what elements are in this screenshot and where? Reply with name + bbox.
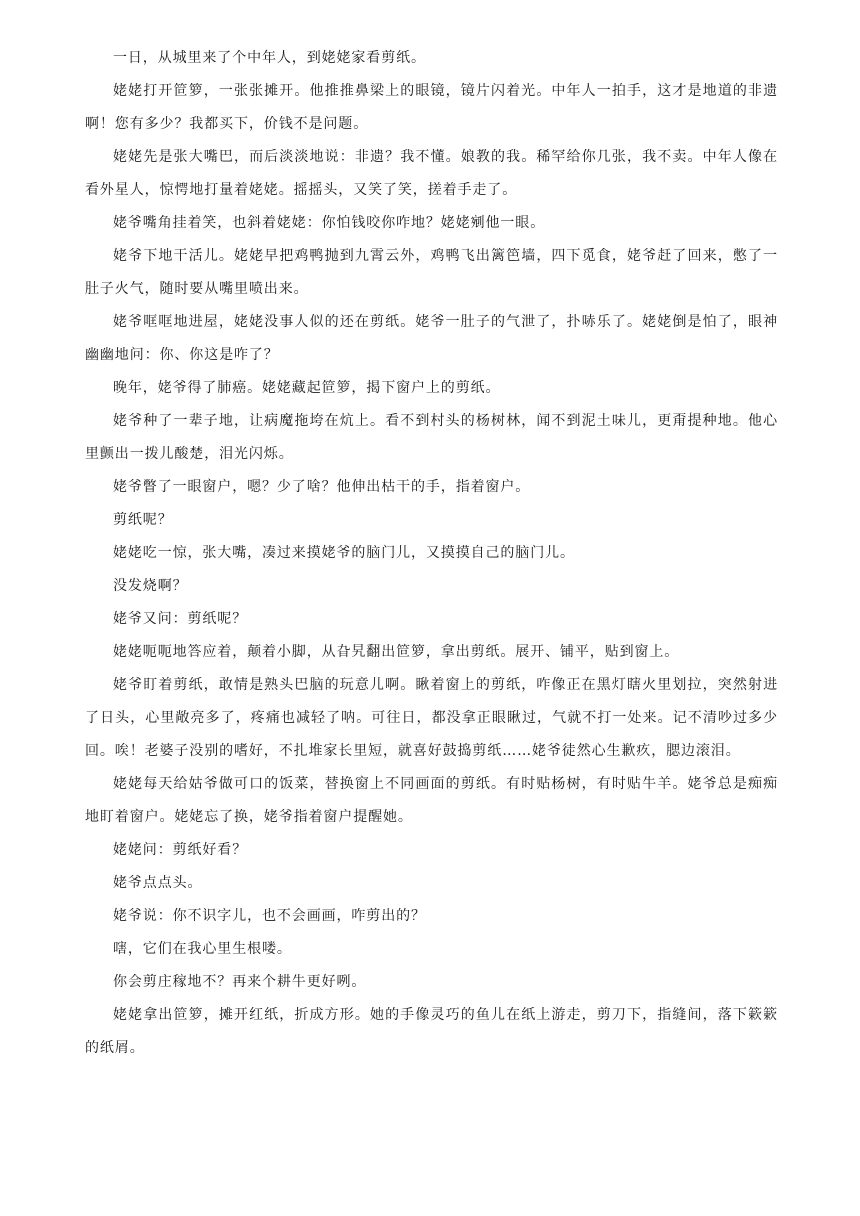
paragraph: 没发烧啊？	[113, 578, 188, 594]
paragraph: 姥姥打开笸箩，一张张摊开。他推推鼻梁上的眼镜，镜片闪着光。中年人一拍手，这才是地道的非遗啊！您有多少？我都买下，价钱不是问题。	[85, 83, 778, 132]
paragraph: 姥姥拿出笸箩，摊开红纸，折成方形。她的手像灵巧的鱼儿在纸上游走，剪刀下，指缝间，落下簌簌的纸屑。	[85, 1007, 778, 1056]
paragraph: 姥爷下地干活儿。姥姥早把鸡鸭抛到九霄云外，鸡鸭飞出篱笆墙，四下觅食，姥爷赶了回来，憋了一肚子火气，随时要从嘴里喷出来。	[85, 248, 778, 297]
paragraph: 嗐，它们在我心里生根喽。	[113, 941, 292, 957]
paragraph: 姥爷种了一辈子地，让病魔拖垮在炕上。看不到村头的杨树林，闻不到泥土味儿，更甭提种地。他心里颤出一拨儿酸楚，泪光闪烁。	[85, 413, 778, 462]
paragraph: 姥姥吃一惊，张大嘴，凑过来摸姥爷的脑门儿，又摸摸自己的脑门儿。	[113, 545, 575, 561]
paragraph: 姥姥每天给姑爷做可口的饭菜，替换窗上不同画面的剪纸。有时贴杨树，有时贴牛羊。姥爷总是痴痴地盯着窗户。姥姥忘了换，姥爷指着窗户提醒她。	[85, 776, 778, 825]
paragraph: 剪纸呢？	[113, 512, 173, 528]
paragraph: 姥爷又问：剪纸呢？	[113, 611, 248, 627]
document-body	[85, 42, 778, 1065]
paragraph: 姥姥呃呃地答应着，颠着小脚，从旮旯翻出笸箩，拿出剪纸。展开、铺平，贴到窗上。	[113, 644, 680, 660]
paragraph: 姥爷点点头。	[113, 875, 203, 891]
paragraph: 姥姥先是张大嘴巴，而后淡淡地说：非遗？我不懂。娘教的我。稀罕给你几张，我不卖。中年人像在看外星人，惊愕地打量着姥姥。摇摇头，又笑了笑，搓着手走了。	[85, 149, 778, 198]
paragraph: 姥爷说：你不识字儿，也不会画画，咋剪出的？	[113, 908, 426, 924]
paragraph: 晚年，姥爷得了肺癌。姥姥藏起笸箩，揭下窗户上的剪纸。	[113, 380, 501, 396]
paragraph: 姥爷哐哐地进屋，姥姥没事人似的还在剪纸。姥爷一肚子的气泄了，扑哧乐了。姥姥倒是怕了，眼神幽幽地问：你、你这是咋了？	[85, 314, 778, 363]
paragraph: 姥爷瞥了一眼窗户，嗯？少了啥？他伸出枯干的手，指着窗户。	[113, 479, 531, 495]
paragraph: 一日，从城里来了个中年人，到姥姥家看剪纸。	[113, 50, 426, 66]
paragraph: 你会剪庄稼地不？再来个耕牛更好咧。	[113, 974, 367, 990]
paragraph: 姥爷盯着剪纸，敢情是熟头巴脑的玩意儿啊。瞅着窗上的剪纸，咋像正在黑灯瞎火里划拉，突然射进了日头，心里敞亮多了，疼痛也减轻了呐。可往日，都没拿正眼瞅过，气就不打一处来。记不清吵过多少回。唉！老婆子没别的嗜好，不扎堆家长里短，就喜好鼓捣剪纸……姥爷徒然心生歉疚，腮边滚泪。	[85, 677, 778, 759]
paragraph: 姥姥问：剪纸好看？	[113, 842, 248, 858]
paragraph: 姥爷嘴角挂着笑，也斜着姥姥：你怕钱咬你咋地？姥姥剜他一眼。	[113, 215, 546, 231]
